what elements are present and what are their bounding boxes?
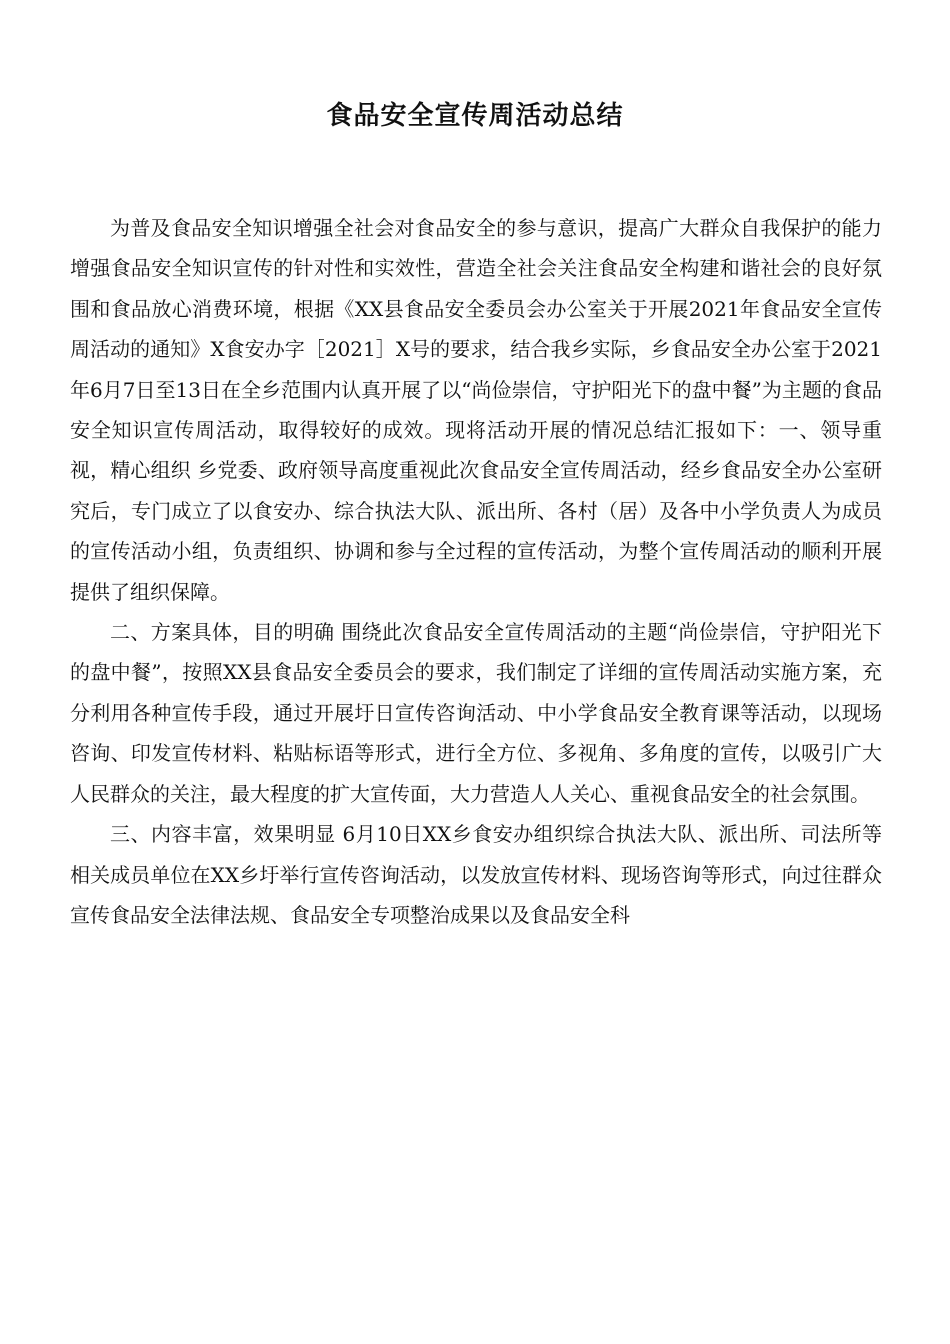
document-title: 食品安全宣传周活动总结 xyxy=(326,101,624,131)
paragraph-2: 二、方案具体，目的明确 围绕此次食品安全宣传周活动的主题“尚俭崇信，守护阳光下的盘中餐”，按照XX县食品安全委员会的要求，我们制定了详细的宣传周活动实施方案，充分利用各种宣传手段，通过开展圩日宣传咨询活动、中小学食品安全教育课等活动，以现场咨询、印发宣传材料、粘贴标语等形式，进行全方位、多视角、多角度的宣传，以吸引广大人民群众的关注，最大程度的扩大宣传面，大力营造人人关心、重视食品安全的社会氛围。 xyxy=(70,620,882,806)
document-body xyxy=(70,208,882,935)
paragraph-1: 为普及食品安全知识增强全社会对食品安全的参与意识，提高广大群众自我保护的能力增强食品安全知识宣传的针对性和实效性，营造全社会关注食品安全构建和谐社会的良好氛围和食品放心消费环境，根据《XX县食品安全委员会办公室关于开展2021年食品安全宣传周活动的通知》X食安办字［2021］X号的要求，结合我乡实际，乡食品安全办公室于2021年6月7日至13日在全乡范围内认真开展了以“尚俭崇信，守护阳光下的盘中餐”为主题的食品安全知识宣传周活动，取得较好的成效。现将活动开展的情况总结汇报如下：一、领导重视，精心组织 乡党委、政府领导高度重视此次食品安全宣传周活动，经乡食品安全办公室研究后，专门成立了以食安办、综合执法大队、派出所、各村（居）及各中小学负责人为成员的宣传活动小组，负责组织、协调和参与全过程的宣传活动，为整个宣传周活动的顺利开展提供了组织保障。 xyxy=(70,216,882,604)
paragraph-3: 三、内容丰富，效果明显 6月10日XX乡食安办组织综合执法大队、派出所、司法所等相关成员单位在XX乡圩举行宣传咨询活动，以发放宣传材料、现场咨询等形式，向过往群众宣传食品安全法律法规、食品安全专项整治成果以及食品安全科 xyxy=(70,822,882,927)
